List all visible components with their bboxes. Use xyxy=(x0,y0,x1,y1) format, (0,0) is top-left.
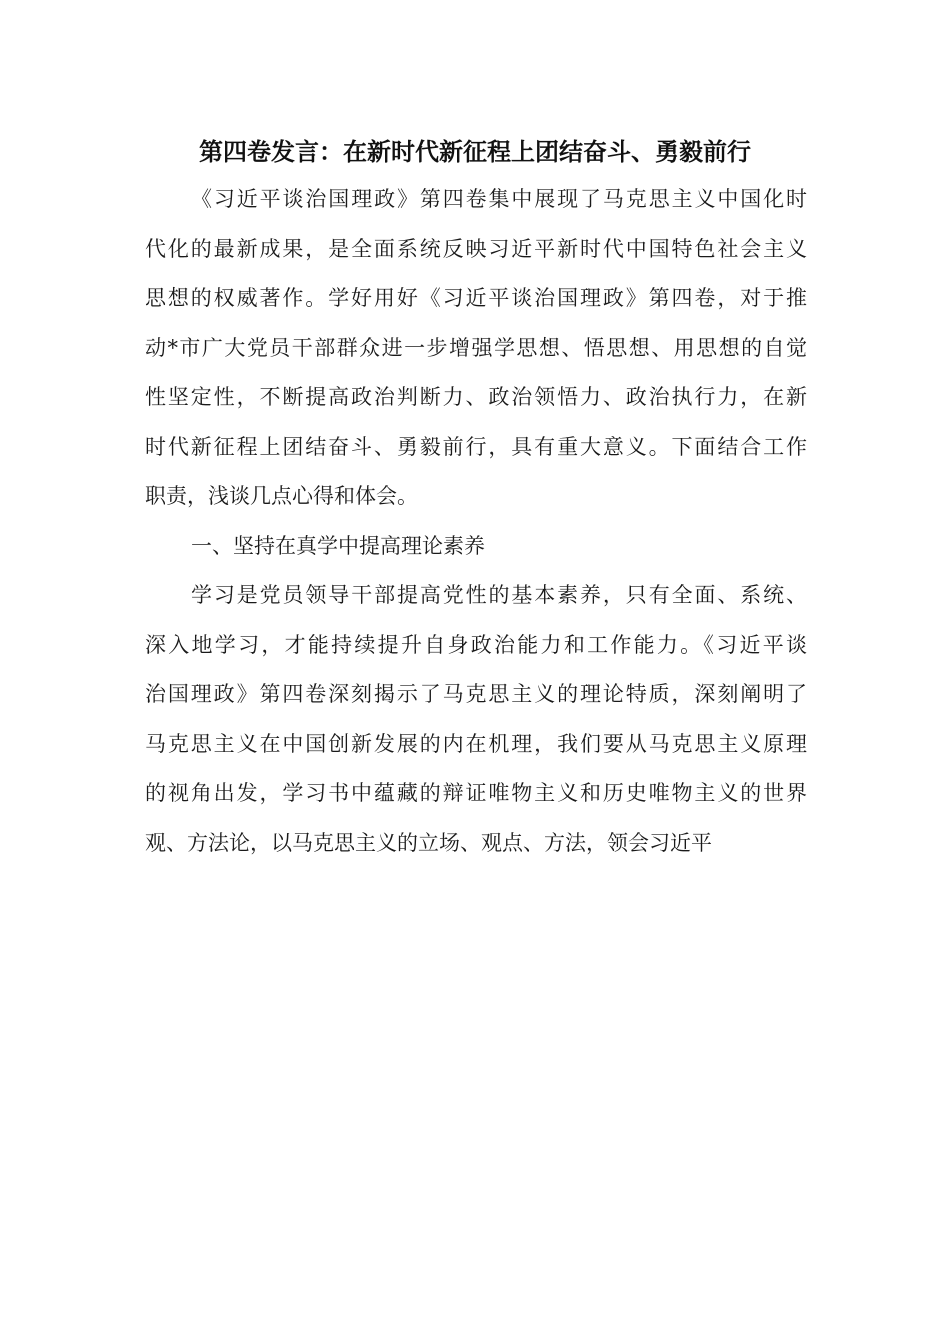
paragraph-intro xyxy=(145,175,807,522)
text-line: 思想的权威著作。学好用好《习近平谈治国理政》第四卷，对于推 xyxy=(145,286,807,310)
section-heading-text: 一、坚持在真学中提高理论素养 xyxy=(191,533,485,558)
paragraph-section-1 xyxy=(145,571,807,868)
document-title: 第四卷发言：在新时代新征程上团结奋斗、勇毅前行 xyxy=(199,138,751,166)
text-line: 性坚定性，不断提高政治判断力、政治领悟力、政治执行力，在新 xyxy=(145,385,807,409)
text-line: 的视角出发，学习书中蕴藏的辩证唯物主义和历史唯物主义的世界 xyxy=(145,781,807,805)
text-line: 观、方法论，以马克思主义的立场、观点、方法，领会习近平 xyxy=(145,830,712,855)
text-line: 时代新征程上团结奋斗、勇毅前行，具有重大意义。下面结合工作 xyxy=(145,434,807,459)
document-body xyxy=(145,175,807,868)
text-line: 代化的最新成果，是全面系统反映习近平新时代中国特色社会主义 xyxy=(145,236,807,261)
text-line: 深入地学习，才能持续提升自身政治能力和工作能力。《习近平谈 xyxy=(145,632,807,657)
section-heading-1 xyxy=(145,522,807,572)
text-line: 马克思主义在中国创新发展的内在机理，我们要从马克思主义原理 xyxy=(145,731,807,756)
text-line: 职责，浅谈几点心得和体会。 xyxy=(145,484,418,508)
text-line: 治国理政》第四卷深刻揭示了马克思主义的理论特质，深刻阐明了 xyxy=(145,682,807,706)
text-line: 动*市广大党员干部群众进一步增强学思想、悟思想、用思想的自觉 xyxy=(145,335,807,360)
text-line: 学习是党员领导干部提高党性的基本素养，只有全面、系统、 xyxy=(191,583,807,607)
text-line: 《习近平谈治国理政》第四卷集中展现了马克思主义中国化时 xyxy=(191,187,807,211)
